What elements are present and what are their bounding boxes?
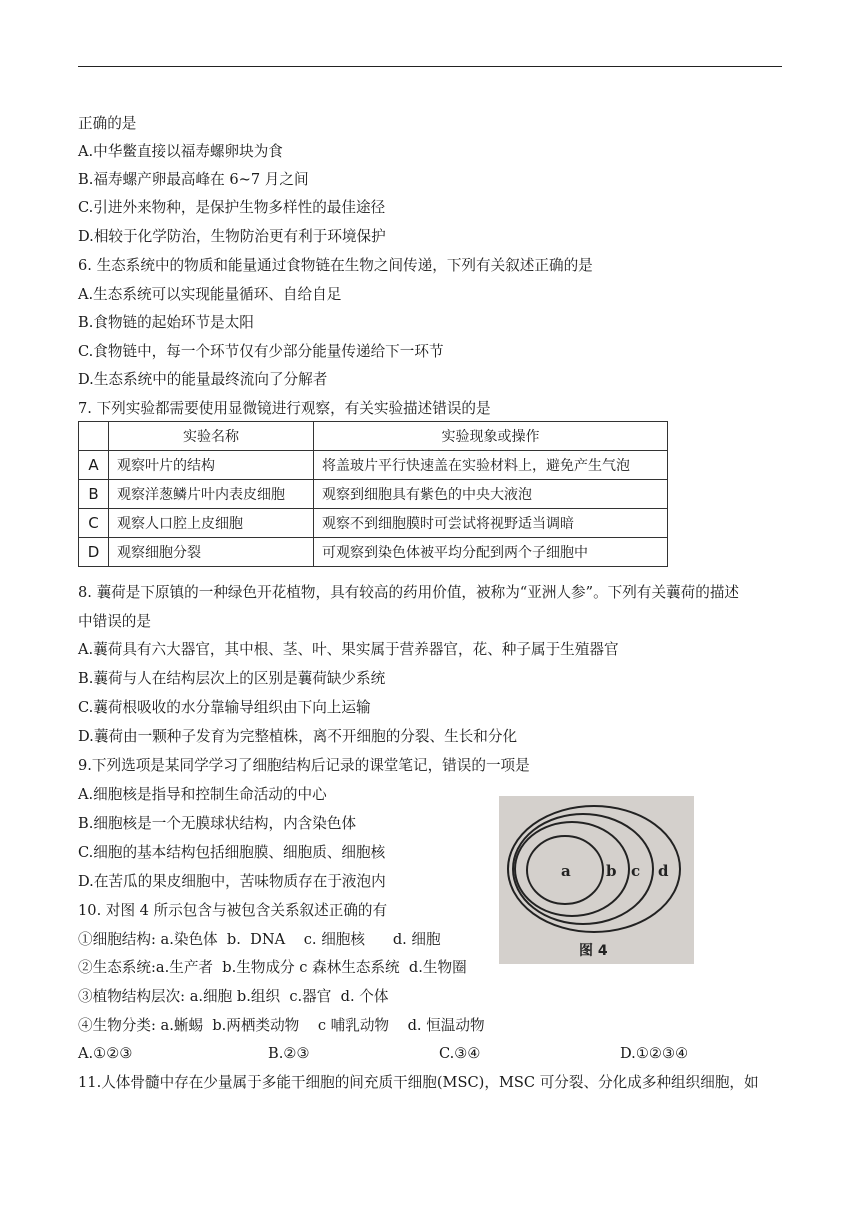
q9-option-a: A.细胞核是指导和控制生命活动的中心 bbox=[78, 786, 327, 803]
q6-option-d: D.生态系统中的能量最终流向了分解者 bbox=[78, 371, 328, 388]
q8-stem-line1: 8. 蘘荷是下原镇的一种绿色开花植物，具有较高的药用价值，被称为“亚洲人参”。下列有关蘘荷的描述 bbox=[78, 584, 740, 601]
row-name: 观察叶片的结构 bbox=[109, 451, 314, 480]
q6-option-a: A.生态系统可以实现能量循环、自给自足 bbox=[78, 286, 342, 303]
q6-option-b: B.食物链的起始环节是太阳 bbox=[78, 314, 254, 331]
q6-option-c: C.食物链中，每一个环节仅有少部分能量传递给下一环节 bbox=[78, 343, 444, 360]
q5-option-b: B.福寿螺产卵最高峰在 6~7 月之间 bbox=[78, 171, 309, 188]
row-desc: 观察不到细胞膜时可尝试将视野适当调暗 bbox=[314, 509, 668, 538]
q10-item-1: ①细胞结构: a.染色体 b. DNA c. 细胞核 d. 细胞 bbox=[78, 931, 441, 948]
q10-item-2: ②生态系统:a.生产者 b.生物成分 c 森林生态系统 d.生物圈 bbox=[78, 959, 467, 976]
q8-option-c: C.蘘荷根吸收的水分靠输导组织由下向上运输 bbox=[78, 699, 371, 716]
q8-option-a: A.蘘荷具有六大器官，其中根、茎、叶、果实属于营养器官，花、种子属于生殖器官 bbox=[78, 641, 619, 658]
q8-option-d: D.蘘荷由一颗种子发育为完整植株，离不开细胞的分裂、生长和分化 bbox=[78, 728, 518, 745]
q11-stem: 11.人体骨髓中存在少量属于多能干细胞的间充质干细胞(MSC)，MSC 可分裂、分化成多种组织细胞，如 bbox=[78, 1074, 759, 1091]
q7-stem: 7. 下列实验都需要使用显微镜进行观察，有关实验描述错误的是 bbox=[78, 400, 491, 417]
row-name: 观察人口腔上皮细胞 bbox=[109, 509, 314, 538]
q10-option-b: B.②③ bbox=[268, 1045, 310, 1062]
q7-experiment-table bbox=[78, 421, 668, 567]
q10-item-3: ③植物结构层次: a.细胞 b.组织 c.器官 d. 个体 bbox=[78, 988, 389, 1005]
header-rule bbox=[78, 66, 782, 67]
row-desc: 将盖玻片平行快速盖在实验材料上，避免产生气泡 bbox=[314, 451, 668, 480]
row-key: B bbox=[79, 480, 109, 509]
table-header-name: 实验名称 bbox=[109, 422, 314, 451]
table-header-desc: 实验现象或操作 bbox=[314, 422, 668, 451]
q8-stem-line2: 中错误的是 bbox=[78, 613, 151, 630]
label-a: a bbox=[561, 862, 571, 880]
figure-caption: 图 4 bbox=[579, 943, 608, 959]
table-row bbox=[79, 451, 668, 480]
q9-stem: 9.下列选项是某同学学习了细胞结构后记录的课堂笔记，错误的一项是 bbox=[78, 757, 530, 774]
table-header-row bbox=[79, 422, 668, 451]
q10-option-d: D.①②③④ bbox=[620, 1045, 689, 1062]
row-desc: 可观察到染色体被平均分配到两个子细胞中 bbox=[314, 538, 668, 567]
q5-option-d: D.相较于化学防治，生物防治更有利于环境保护 bbox=[78, 228, 386, 245]
q8-option-b: B.蘘荷与人在结构层次上的区别是蘘荷缺少系统 bbox=[78, 670, 386, 687]
q6-stem: 6. 生态系统中的物质和能量通过食物链在生物之间传递，下列有关叙述正确的是 bbox=[78, 257, 593, 274]
q10-stem: 10. 对图 4 所示包含与被包含关系叙述正确的有 bbox=[78, 902, 388, 919]
nested-ellipses-diagram bbox=[499, 796, 694, 964]
row-name: 观察细胞分裂 bbox=[109, 538, 314, 567]
table-row bbox=[79, 538, 668, 567]
row-name: 观察洋葱鳞片叶内表皮细胞 bbox=[109, 480, 314, 509]
table-row bbox=[79, 480, 668, 509]
q10-option-a: A.①②③ bbox=[78, 1045, 133, 1062]
q5-option-a: A.中华鳖直接以福寿螺卵块为食 bbox=[78, 143, 283, 160]
q9-option-d: D.在苦瓜的果皮细胞中，苦味物质存在于液泡内 bbox=[78, 873, 386, 890]
label-c: c bbox=[631, 862, 641, 880]
row-key: D bbox=[79, 538, 109, 567]
row-key: C bbox=[79, 509, 109, 538]
label-b: b bbox=[606, 862, 617, 880]
figure-4-nested-ellipses bbox=[499, 796, 694, 964]
table-row bbox=[79, 509, 668, 538]
table-header-key bbox=[79, 422, 109, 451]
row-key: A bbox=[79, 451, 109, 480]
q5-option-c: C.引进外来物种，是保护生物多样性的最佳途径 bbox=[78, 199, 386, 216]
q10-option-c: C.③④ bbox=[439, 1045, 481, 1062]
label-d: d bbox=[658, 862, 669, 880]
q5-stem-continuation: 正确的是 bbox=[78, 115, 137, 132]
q10-item-4: ④生物分类: a.蜥蜴 b.两栖类动物 c 哺乳动物 d. 恒温动物 bbox=[78, 1017, 485, 1034]
q9-option-c: C.细胞的基本结构包括细胞膜、细胞质、细胞核 bbox=[78, 844, 386, 861]
q9-option-b: B.细胞核是一个无膜球状结构，内含染色体 bbox=[78, 815, 357, 832]
row-desc: 观察到细胞具有紫色的中央大液泡 bbox=[314, 480, 668, 509]
